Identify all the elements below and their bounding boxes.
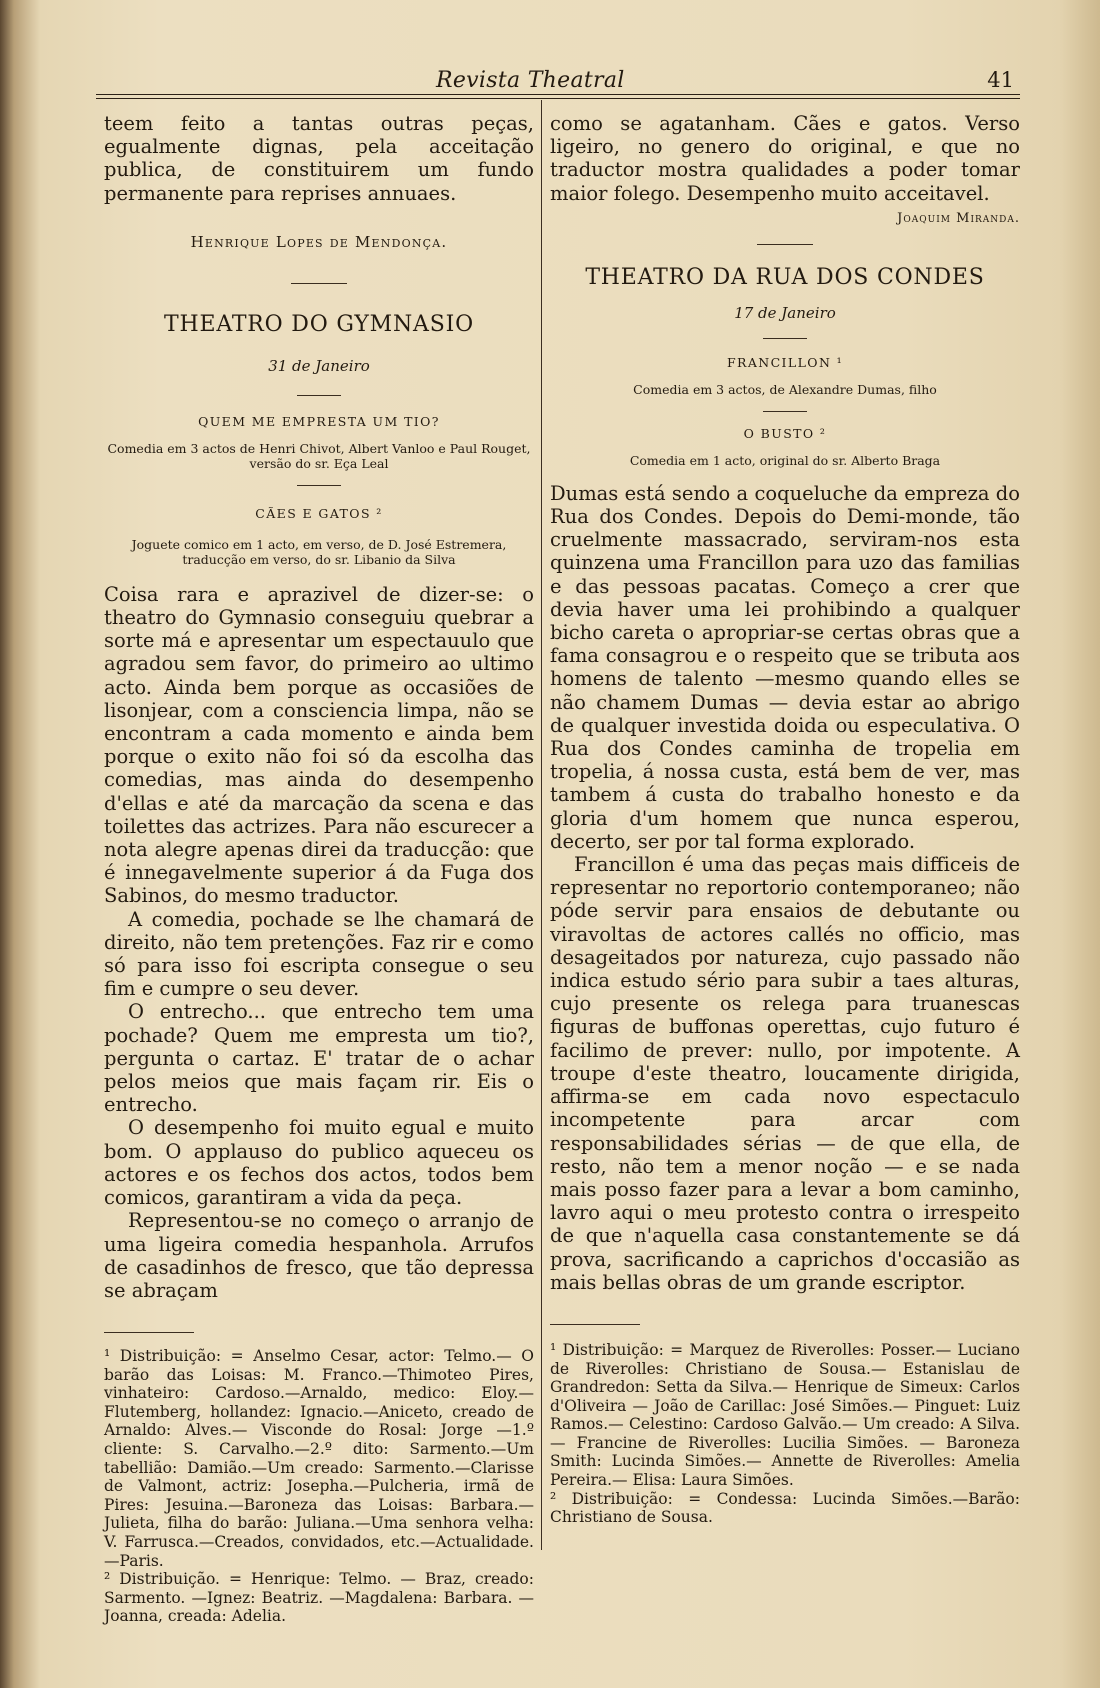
right-play1-title: FRANCILLON ¹ xyxy=(726,354,844,370)
page-number: 41 xyxy=(987,68,1014,92)
left-paragraph: O entrecho... que entrecho tem uma pochade? Quem me empresta um tio?, pergunta o cartaz. E' tratar de o achar pelos meios que mais façam rir. Eis o entrecho. xyxy=(104,1000,534,1117)
right-column xyxy=(550,112,1020,1527)
right-section-title: THEATRO DA RUA DOS CONDES xyxy=(585,264,985,290)
right-section-date: 17 de Janeiro xyxy=(734,303,836,322)
left-play2-desc: Joguete comico em 1 acto, em verso, de D. José Estremera, traducção em verso, do sr. Libanio da Silva xyxy=(131,536,507,567)
left-intro-paragraph: teem feito a tantas outras peças, egualmente dignas, pela acceitação publica, de constituirem um fundo permanente para reprises annuaes. xyxy=(104,112,534,205)
left-paragraph: O desempenho foi muito egual e muito bom. O applauso do publico aqueceu os actores e os fechos dos actos, todos bem comicos, garantiram a vida da peça. xyxy=(104,1116,534,1210)
left-paragraph: A comedia, pochade se lhe chamará de direito, não tem pretenções. Faz rir e como só para isso foi escripta consegue o seu fim e cumpre o seu dever. xyxy=(104,907,534,1001)
left-play1-desc: Comedia em 3 actos de Henri Chivot, Albert Vanloo e Paul Rouget, versão do sr. Eça Leal xyxy=(107,440,531,471)
right-intro-paragraph: como se agatanham. Cães e gatos. Verso ligeiro, no genero do original, e que no traductor mostra qualidades a poder tomar maior folego. Desempenho muito acceitavel. xyxy=(550,112,1020,205)
header-rule xyxy=(96,94,1020,95)
right-intro-signature: Joaquim Miranda. xyxy=(897,210,1020,226)
right-footnote-2: ² Distribuição: = Condessa: Lucinda Simões.—Barão: Christiano de Sousa. xyxy=(550,1489,1020,1527)
left-section-date: 31 de Janeiro xyxy=(268,356,370,375)
left-footnote-2: ² Distribuição. = Henrique: Telmo. — Braz, creado: Sarmento. —Ignez: Beatriz. —Magdalena: Barbara. — Joanna, creada: Adelia. xyxy=(104,1570,534,1626)
column-separator xyxy=(541,100,542,1550)
left-paragraph: Representou-se no começo o arranjo de uma ligeira comedia hespanhola. Arrufos de casadinhos de fresco, que tão depressa se abraçam xyxy=(104,1209,534,1302)
left-paragraph: Coisa rara e aprazivel de dizer-se: o theatro do Gymnasio conseguiu quebrar a sorte má e apresentar um espectauulo que agradou sem favor, do primeiro ao ultimo acto. Ainda bem porque as occasiões de lisonjear, com a consciencia limpa, não se encontram a cada momento e ainda bem porque o exito não foi só da escolha das comedias, mas ainda do desempenho d'ellas e até da marcação da scena e das toilettes das actrizes. Para não escurecer a nota alegre apenas direi da traducção: que é innegavelmente superior á da Fuga dos Sabinos, do mesmo traductor. xyxy=(104,582,534,908)
right-footnote-1: ¹ Distribuição: = Marquez de Riverolles: Posser.— Luciano de Riverolles: Christiano de Sousa.— Estanislau de Grandredon: Setta da Silva.— Henrique de Simeux: Carlos d'Oliveira — João de Carillac: José Simões.— Pinguet: Luiz Ramos.— Celestino: Cardoso Galvão.— Um creado: A Silva.— Francine de Riverolles: Lucilia Simões. — Baroneza Smith: Lucinda Simões.— Annette de Riverolles: Amelia Pereira.— Elisa: Laura Simões. xyxy=(550,1340,1020,1490)
left-column xyxy=(104,112,534,1626)
right-paragraph: Francillon é uma das peças mais difficeis de representar no reportorio contemporaneo; não póde servir para ensaios de debutante ou viravoltas de actores callés no officio, mas desageitados por natureza, cujo passado não indica estudo sério para subir a taes alturas, cujo presente os relega para truanescas figuras de buffonas operettas, cujo futuro é facilimo de prever: nullo, por impotente. A troupe d'este theatro, loucamente dirigida, affirma-se em cada novo espectaculo incompetente para arcar com responsabilidades sérias — de que ella, de resto, não tem a menor noção — e se nada mais posso fazer para a levar a bom caminho, lavro aqui o meu protesto contra o irrespeito de que n'aquella casa constantemente se dá prova, sacrificando a caprichos d'occasião as mais bellas obras de um grande escriptor. xyxy=(550,853,1020,1294)
right-play2-desc: Comedia em 1 acto, original do sr. Alberto Braga xyxy=(629,452,941,468)
left-footnote-1: ¹ Distribuição: = Anselmo Cesar, actor: Telmo.— O barão das Loisas: M. Franco.—Thimoteo Pires, vinhateiro: Cardoso.—Arnaldo, medico: Eloy.—Flutemberg, hollandez: Ignacio.—Aniceto, creado de Arnaldo: Alves.— Visconde do Rosal: Jorge —1.º cliente: S. Carvalho.—2.º dito: Sarmento.—Um tabellião: Damião.—Um creado: Sarmento.—Clarisse de Valmont, actriz: Josepha.—Pulcheria, irmã de Pires: Jesuina.—Baroneza das Loisas: Barbara.—Julieta, filha do barão: Juliana.—Uma senhora velha: V. Farrusca.—Creados, convidados, etc.—Actualidade.—Paris. xyxy=(104,1347,534,1570)
left-section-title: THEATRO DO GYMNASIO xyxy=(164,311,474,337)
header-rule-double xyxy=(96,98,1020,99)
left-play1-title: QUEM ME EMPRESTA UM TIO? xyxy=(198,413,440,429)
left-play2-title: CÃES E GATOS ² xyxy=(255,505,383,521)
right-play2-title: O BUSTO ² xyxy=(743,425,827,441)
right-paragraph: Dumas está sendo a coqueluche da empreza do Rua dos Condes. Depois do Demi-monde, tão cruelmente massacrado, serviram-nos esta quinzena uma Francillon para uzo das familias e das pessoas pacatas. Começo a crer que devia haver uma lei prohibindo a qualquer bicho careta o apropriar-se certas obras que a fama consagrou e o respeito que se tributa aos homens de talento —mesmo quando elles se não chamem Dumas — devia estar ao abrigo de qualquer investida doida ou especulativa. O Rua dos Condes caminha de tropelia em tropelia, á nossa custa, está bem de ver, mas tambem á custa do trabalho honesto e da gloria d'um homem que nunca esperou, decerto, ser por tal forma explorado. xyxy=(550,481,1020,853)
left-intro-signature: Henrique Lopes de Mendonça. xyxy=(190,232,448,251)
running-title: Revista Theatral xyxy=(436,68,625,93)
right-play1-desc: Comedia em 3 actos, de Alexandre Dumas, filho xyxy=(633,381,937,397)
